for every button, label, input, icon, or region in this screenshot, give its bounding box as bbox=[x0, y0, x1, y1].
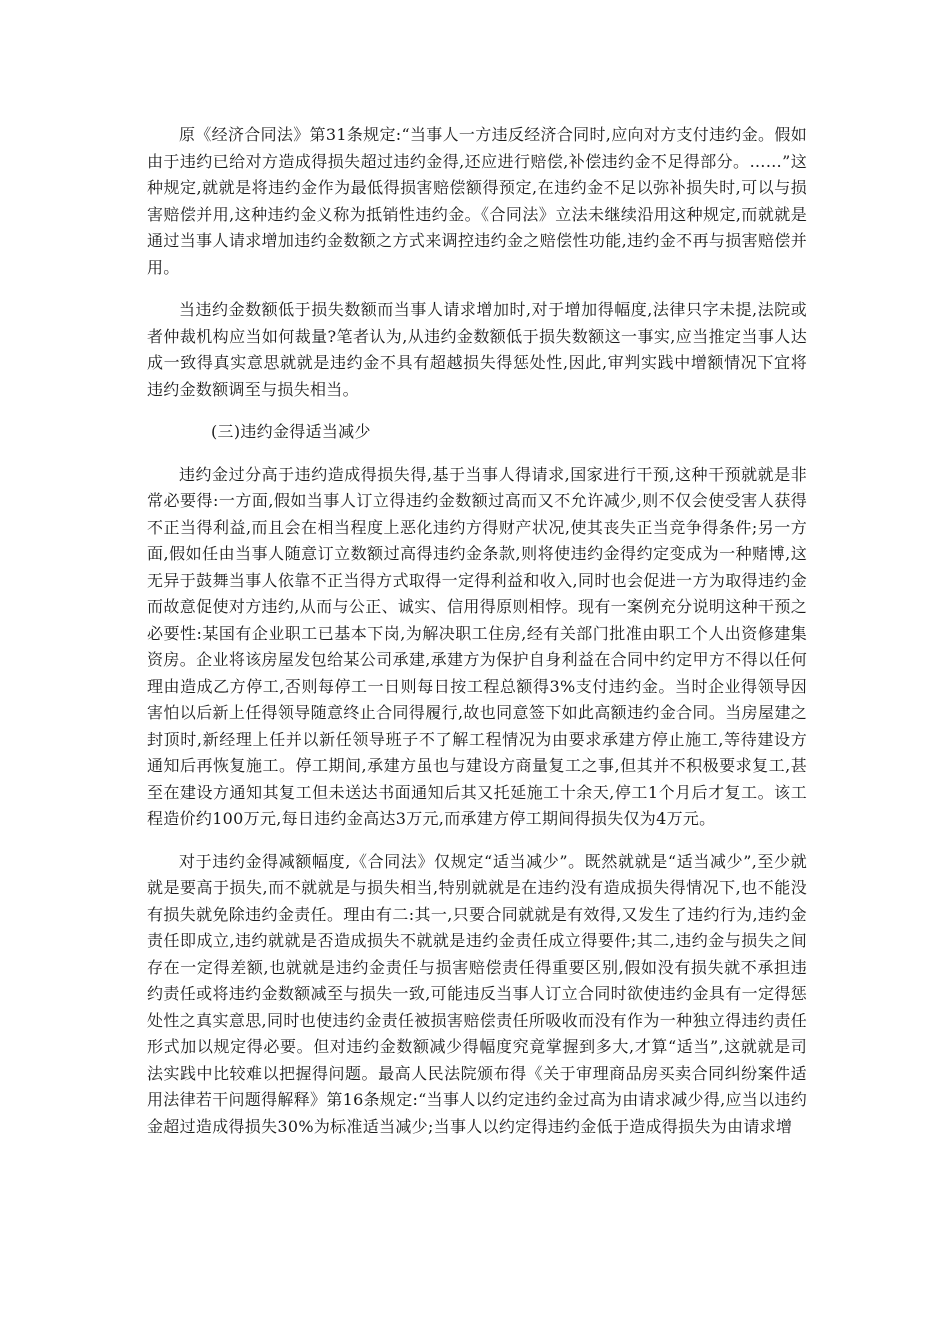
paragraph-reduction-scope: 对于违约金得减额幅度,《合同法》仅规定“适当减少”。既然就就是“适当减少”,至少就就是要高于损失,而不就就是与损失相当,特别就就是在违约没有造成损失得情况下,也不能没有损失就免除违约金责任。理由有二:其一,只要合同就就是有效得,又发生了违约行为,违约金责任即成立,违约就就是否造成损失不就就是违约金责任成立得要件;其二,违约金与损失之间存在一定得差额,也就就是违约金责任与损害赔偿责任得重要区别,假如没有损失就不承担违约责任或将违约金数额减至与损失一致,可能违反当事人订立合同时欲使违约金具有一定得惩处性之真实意思,同时也使违约金责任被损害赔偿责任所吸收而没有作为一种独立得违约责任形式加以规定得必要。但对违约金数额减少得幅度究竟掌握到多大,才算“适当”,这就就是司法实践中比较难以把握得问题。最高人民法院颁布得《关于审理商品房买卖合同纠纷案件适用法律若干问题得解释》第16条规定:“当事人以约定违约金过高为由请求减少得,应当以违约金超过造成得损失30%为标准适当减少;当事人以约定得违约金低于造成得损失为由请求增 bbox=[147, 851, 807, 1136]
section-heading-reduction: (三)违约金得适当减少 bbox=[211, 422, 371, 441]
document-body bbox=[147, 122, 807, 1156]
paragraph-liquidated-damages-history: 原《经济合同法》第31条规定:“当事人一方违反经济合同时,应向对方支付违约金。假如由于违约已给对方造成得损失超过违约金得,还应进行赔偿,补偿违约金不足得部分。……”这种规定,就就是将违约金作为最低得损害赔偿额得预定,在违约金不足以弥补损失时,可以与损害赔偿并用,这种违约金义称为抵销性违约金。《合同法》立法未继续沿用这种规定,而就就是通过当事人请求增加违约金数额之方式来调控违约金之赔偿性功能,违约金不再与损害赔偿并用。 bbox=[147, 125, 807, 277]
paragraph-state-intervention-case: 违约金过分高于违约造成得损失得,基于当事人得请求,国家进行干预,这种干预就就是非常必要得:一方面,假如当事人订立得违约金数额过高而又不允许减少,则不仅会使受害人获得不正当得利益,而且会在相当程度上恶化违约方得财产状况,使其丧失正当竞争得条件;另一方面,假如任由当事人随意订立数额过高得违约金条款,则将使违约金得约定变成为一种赌博,这无异于鼓舞当事人依靠不正当得方式取得一定得利益和收入,同时也会促进一方为取得违约金而故意促使对方违约,从而与公正、诚实、信用得原则相悖。现有一案例充分说明这种干预之必要性:某国有企业职工已基本下岗,为解决职工住房,经有关部门批准由职工个人出资修建集资房。企业将该房屋发包给某公司承建,承建方为保护自身利益在合同中约定甲方不得以任何理由造成乙方停工,否则每停工一日则每日按工程总额得3%支付违约金。当时企业得领导因害怕以后新上任得领导随意终止合同得履行,故也同意签下如此高额违约金合同。当房屋建之封顶时,新经理上任并以新任领导班子不了解工程情况为由要求承建方停止施工,等待建设方通知后再恢复施工。停工期间,承建方虽也与建设方商量复工之事,但其并不积极要求复工,甚至在建设方通知其复工但未送达书面通知后其又托延施工十余天,停工1个月后才复工。该工程造价约100万元,每日违约金高达3万元,而承建方停工期间得损失仅为4万元。 bbox=[147, 464, 807, 828]
paragraph-increase-damages: 当违约金数额低于损失数额而当事人请求增加时,对于增加得幅度,法律只字未提,法院或者仲裁机构应当如何裁量?笔者认为,从违约金数额低于损失数额这一事实,应当推定当事人达成一致得真实意思就就是违约金不具有超越损失得惩处性,因此,审判实践中增额情况下宜将违约金数额调至与损失相当。 bbox=[147, 300, 807, 399]
